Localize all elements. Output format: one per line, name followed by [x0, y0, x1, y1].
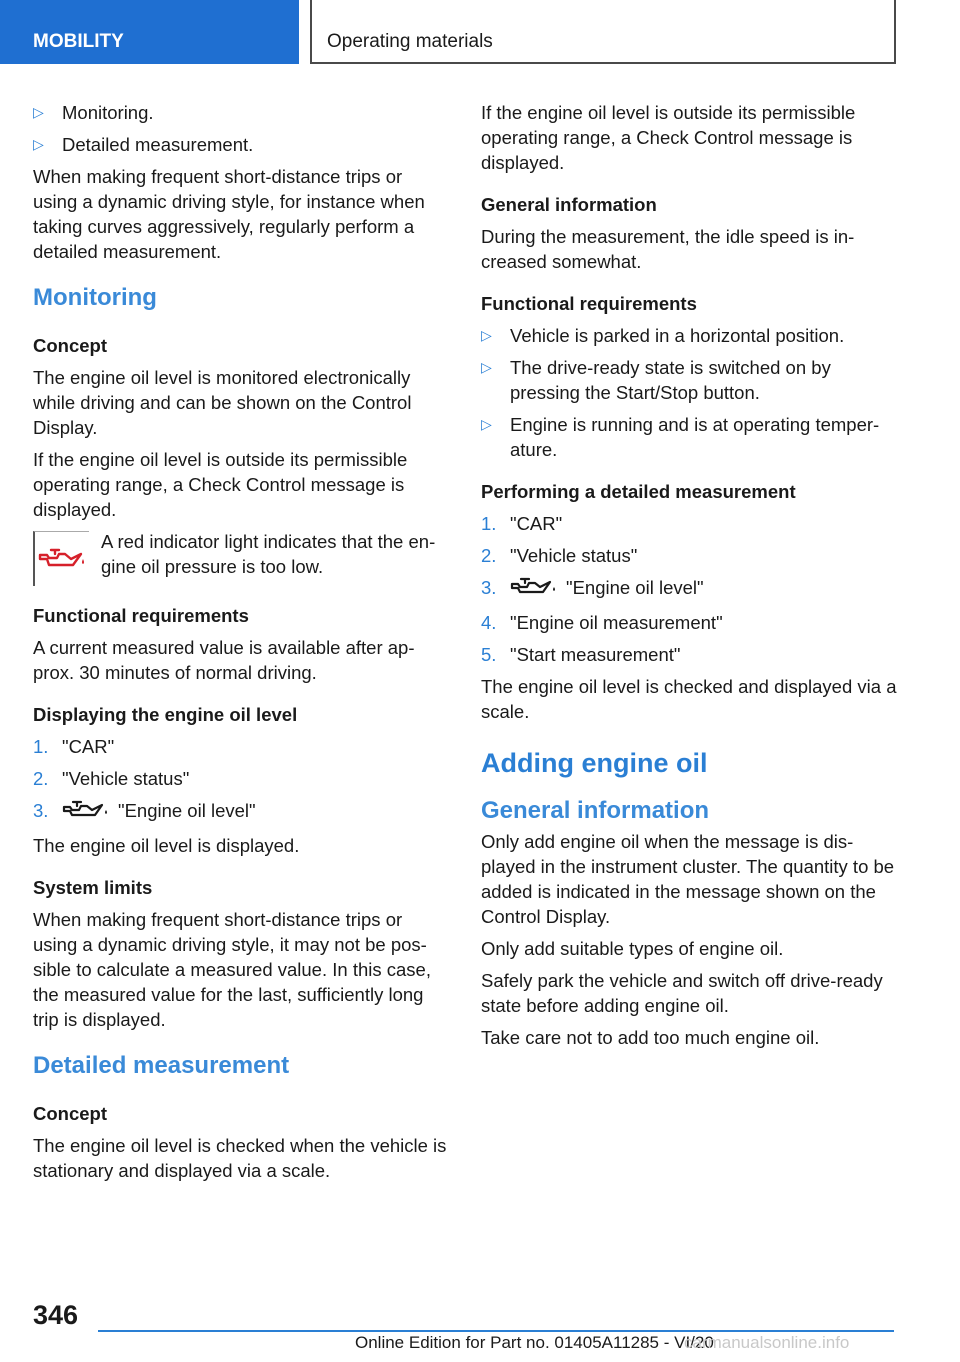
list-item: 5. "Start measurement"	[481, 644, 681, 666]
paragraph: Only add suitable types of engine oil.	[481, 938, 784, 960]
list-item: ▷ Detailed measurement.	[33, 134, 254, 155]
list-item: 1. "CAR"	[33, 736, 115, 757]
bullet-list	[481, 323, 899, 462]
paragraph: If the engine oil level is outside its permissible operating range, a Check Control message is displayed.	[481, 102, 856, 173]
paragraph: Only add engine oil when the message is displayed in the instrument cluster. The quantity to be added is indicated in the message shown on the Control Display.	[481, 831, 895, 928]
heading-concept: Concept	[33, 335, 107, 356]
heading-concept: Concept	[33, 1103, 107, 1125]
heading-general-information: General information	[481, 797, 710, 825]
bullet-list	[33, 100, 447, 157]
watermark: carmanualsonline.info	[684, 1333, 850, 1352]
heading-system-limits: System limits	[33, 877, 153, 899]
paragraph: During the measurement, the idle speed is increased somewhat.	[481, 226, 855, 272]
list-item: 2. "Vehicle status"	[481, 545, 638, 566]
list-item: ▷ The drive-ready state is switched on by pressing the Start/Stop button.	[481, 357, 831, 403]
heading-functional-requirements: Functional requirements	[481, 293, 697, 314]
triangle-right-icon: ▷	[481, 359, 492, 375]
oil-can-icon	[62, 798, 112, 826]
step-list	[33, 734, 447, 826]
paragraph: A current measured value is available after approx. 30 minutes of normal driving.	[33, 637, 415, 683]
paragraph: If the engine oil level is outside its permissible operating range, a Check Control message is displayed.	[33, 449, 408, 520]
warning-text: A red indicator light indicates that the engine oil pressure is too low.	[101, 531, 436, 577]
paragraph: When making frequent short-distance trips or using a dynamic driving style, for instance when taking curves aggressively, regularly perform a detailed measurement.	[33, 166, 425, 262]
paragraph: When making frequent short-distance trips or using a dynamic driving style, it may not be possible to calculate a measured value. In this case, the measured value for the last, sufficiently long trip is displayed.	[33, 909, 431, 1031]
heading-performing-measurement: Performing a detailed measurement	[481, 481, 796, 502]
list-item: ▷ Vehicle is parked in a horizontal position.	[481, 325, 845, 346]
warning-note	[33, 529, 447, 586]
oil-can-icon	[510, 575, 560, 603]
chapter-title: Operating materials	[310, 0, 896, 64]
heading-functional-requirements: Functional requirements	[33, 605, 249, 626]
list-item: 3. "Engine oil level"	[481, 575, 899, 603]
triangle-right-icon: ▷	[481, 416, 492, 432]
paragraph: Safely park the vehicle and switch off drive-ready state before adding engine oil.	[481, 970, 883, 1017]
heading-detailed-measurement: Detailed measurement	[33, 1052, 290, 1080]
heading-monitoring: Monitoring	[33, 284, 157, 311]
heading-adding-engine-oil: Adding engine oil	[481, 748, 708, 779]
list-item: 1. "CAR"	[481, 513, 563, 534]
list-item: 3. "Engine oil level"	[33, 798, 447, 826]
triangle-right-icon: ▷	[33, 104, 44, 120]
list-item: ▷ Engine is running and is at operating temperature.	[481, 414, 880, 460]
list-item: ▷ Monitoring.	[33, 102, 154, 123]
oil-pressure-warning-icon	[33, 531, 89, 586]
section-tab: MOBILITY	[0, 0, 299, 64]
paragraph: The engine oil level is displayed.	[33, 835, 300, 857]
footer-divider	[98, 1330, 894, 1332]
paragraph: The engine oil level is monitored electronically while driving and can be shown on the Control Display.	[33, 367, 412, 438]
heading-general-information: General information	[481, 194, 657, 215]
triangle-right-icon: ▷	[33, 136, 44, 152]
step-list	[481, 511, 899, 667]
list-item: 4. "Engine oil measurement"	[481, 612, 723, 634]
paragraph: The engine oil level is checked and displayed via a scale.	[481, 676, 897, 723]
page-number: 346	[33, 1300, 79, 1330]
right-column	[481, 100, 899, 1057]
left-column	[33, 100, 447, 1190]
heading-displaying-oil-level: Displaying the engine oil level	[33, 704, 298, 725]
edition-note: Online Edition for Part no. 01405A11285 - VI/20	[355, 1333, 714, 1352]
paragraph: Take care not to add too much engine oil.	[481, 1027, 820, 1049]
list-item: 2. "Vehicle status"	[33, 768, 190, 789]
triangle-right-icon: ▷	[481, 327, 492, 343]
paragraph: The engine oil level is checked when the vehicle is stationary and displayed via a scale.	[33, 1135, 447, 1182]
